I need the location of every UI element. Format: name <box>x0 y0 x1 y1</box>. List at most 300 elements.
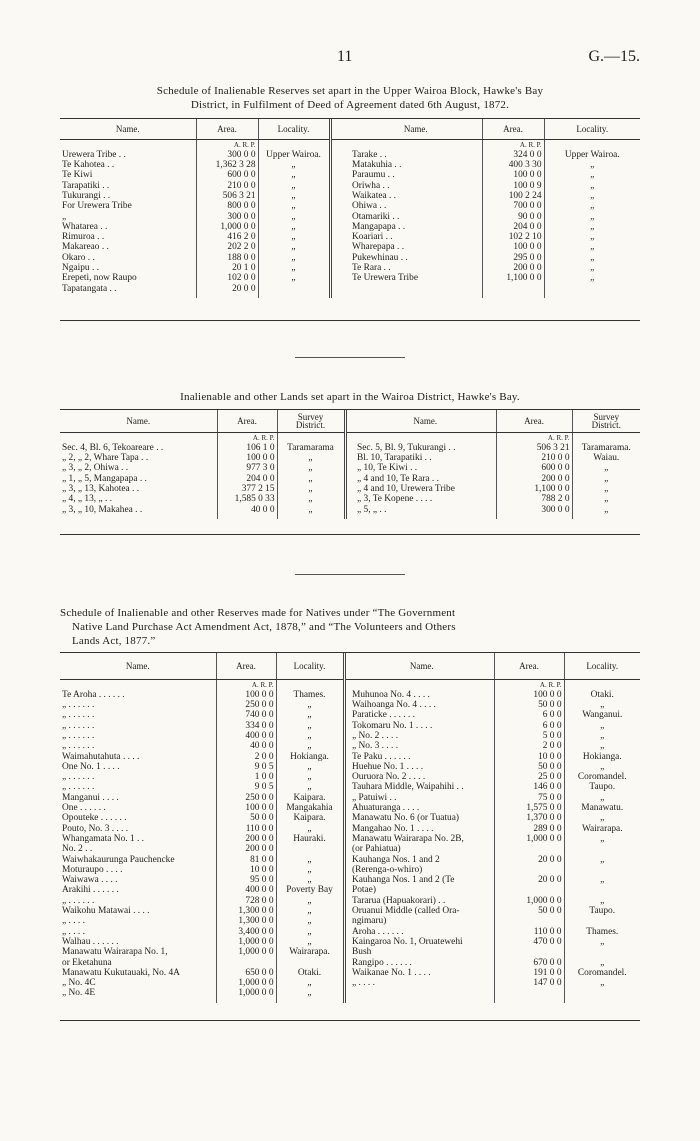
row-name: „ No. 2 . . . . <box>352 730 399 741</box>
row-area: 110 0 0 <box>216 824 276 834</box>
row-loc: „ <box>544 222 640 232</box>
row-loc: Wairarapa. <box>564 824 640 834</box>
table-row <box>60 232 640 242</box>
row-area: 2 0 0 <box>494 741 564 751</box>
row-loc: „ <box>564 875 640 885</box>
section1-table-body <box>60 139 640 298</box>
row-loc: „ <box>276 865 344 875</box>
section3-title-line1: Schedule of Inalienable and other Reserves made for Natives under “The Government <box>60 607 456 619</box>
units-label: A. R. P. <box>216 679 276 690</box>
spacer-row <box>60 294 640 298</box>
row-name: „ . . . . . . <box>62 700 95 711</box>
row-gap <box>330 150 350 160</box>
row-name: Te Urewera Tribe <box>352 273 418 284</box>
row-loc: „ <box>276 721 344 731</box>
row-area: 1,000 0 0 <box>216 947 276 957</box>
row-name: Koariari . . <box>352 232 393 243</box>
row-loc: „ <box>564 834 640 844</box>
row-loc: Coromandel. <box>564 968 640 978</box>
section2-table <box>60 410 640 519</box>
spacer-cell <box>350 999 494 1003</box>
row-loc: „ <box>258 263 330 273</box>
row-loc: „ <box>258 232 330 242</box>
row-area: 100 0 0 <box>217 453 277 463</box>
table-row <box>60 505 640 515</box>
table-row <box>60 752 640 762</box>
row-name: (or Pahiatua) <box>352 844 401 855</box>
units-label: A. R. P. <box>496 432 572 443</box>
row-area: 800 0 0 <box>196 201 258 211</box>
col-gap <box>330 119 350 139</box>
row-loc: Thames. <box>276 690 344 700</box>
row-area <box>494 947 564 957</box>
row-loc: „ <box>258 170 330 180</box>
row-name: No. 2 . . <box>62 844 93 855</box>
row-area: 100 2 24 <box>482 191 544 201</box>
units-spacer <box>345 432 355 443</box>
row-gap <box>330 263 350 273</box>
row-name: Aroha . . . . . . <box>352 926 404 937</box>
col-name: Name. <box>350 653 494 679</box>
row-name: Manawatu Wairarapa No. 1, <box>62 947 168 958</box>
row-name: Potae) <box>352 885 376 896</box>
col-locality: Locality. <box>258 119 330 139</box>
col-area: Area. <box>494 653 564 679</box>
row-area: 324 0 0 <box>482 150 544 160</box>
row-area: 106 1 0 <box>217 443 277 453</box>
page-number: 11 <box>337 48 353 65</box>
row-loc: „ <box>276 824 344 834</box>
row-area <box>482 284 544 294</box>
units-spacer <box>330 139 350 150</box>
section1-table <box>60 119 640 298</box>
row-area: 1,100 0 0 <box>496 484 572 494</box>
row-loc: Coromandel. <box>564 772 640 782</box>
table-row <box>60 782 640 792</box>
row-loc: „ <box>544 181 640 191</box>
row-name: Manawatu Wairarapa No. 2B, <box>352 833 464 844</box>
row-dist: „ <box>277 474 345 484</box>
section3-table-body <box>60 679 640 1003</box>
row-area: 50 0 0 <box>494 762 564 772</box>
section2-title-text: Inalienable and other Lands set apart in the Wairoa District, Hawke's Bay. <box>180 391 520 403</box>
section2-bottom-rule <box>60 534 640 535</box>
row-area: 1,585 0 33 <box>217 494 277 504</box>
row-name: Tokomaru No. 1 . . . . <box>352 720 433 731</box>
row-area: 400 0 0 <box>216 731 276 741</box>
row-area: 100 0 0 <box>216 690 276 700</box>
row-loc: „ <box>276 896 344 906</box>
row-gap <box>330 222 350 232</box>
district-label: District. <box>591 419 621 430</box>
units-spacer <box>350 139 482 150</box>
survey-label: Survey <box>297 411 324 422</box>
row-area: 1,362 3 28 <box>196 160 258 170</box>
row-name: Waihoanga No. 4 . . . . <box>352 700 436 711</box>
row-area: 10 0 0 <box>494 752 564 762</box>
units-label: A. R. P. <box>217 432 277 443</box>
row-area: 191 0 0 <box>494 968 564 978</box>
table-row <box>60 494 640 504</box>
row-name: „ 10, Te Kiwi . . <box>357 463 418 474</box>
row-name: Rangipo . . . . . . <box>352 957 412 968</box>
row-dist: „ <box>277 484 345 494</box>
row-name: Moturaupo . . . . <box>62 864 123 875</box>
col-area: Area. <box>496 410 572 432</box>
row-gap <box>345 505 355 515</box>
row-name: Makareao . . <box>62 242 109 253</box>
row-loc: „ <box>258 181 330 191</box>
row-dist: Waiau. <box>572 453 640 463</box>
row-name: Kaingaroa No. 1, Oruatewehi <box>352 936 463 947</box>
row-name: Waiwawa . . . . <box>62 875 118 886</box>
row-loc: „ <box>544 201 640 211</box>
row-area: 600 0 0 <box>196 170 258 180</box>
units-spacer <box>276 679 344 690</box>
table-row <box>60 875 640 885</box>
row-loc: „ <box>564 793 640 803</box>
district-label: District. <box>295 419 326 430</box>
row-area: 740 0 0 <box>216 710 276 720</box>
row-name: Muhunoa No. 4 . . . . <box>352 689 430 700</box>
spacer-cell <box>350 294 482 298</box>
row-name: (Rerenga-o-whiro) <box>352 864 423 875</box>
table-row <box>60 181 640 191</box>
row-loc: „ <box>544 253 640 263</box>
row-area <box>494 885 564 895</box>
row-area: 50 0 0 <box>494 906 564 916</box>
row-name: Walhau . . . . . . <box>62 936 119 947</box>
col-area: Area. <box>196 119 258 139</box>
units-spacer <box>60 139 196 150</box>
row-area <box>216 958 276 968</box>
row-loc: „ <box>564 700 640 710</box>
row-name: Bl. 10, Tarapatiki . . <box>357 453 432 464</box>
table-row <box>60 906 640 916</box>
row-area: 1,100 0 0 <box>482 273 544 283</box>
row-name: „ 4 and 10, Te Rara . . <box>357 473 439 484</box>
col-name: Name. <box>60 119 196 139</box>
row-name: Te Kiwi <box>62 170 93 181</box>
row-area: 110 0 0 <box>494 927 564 937</box>
table-row <box>60 253 640 263</box>
row-name: „ 3, „ 13, Kahotea . . <box>62 483 140 494</box>
row-area: 20 1 0 <box>196 263 258 273</box>
table-row <box>60 710 640 720</box>
col-area: Area. <box>217 410 277 432</box>
row-area: 3,400 0 0 <box>216 927 276 937</box>
section2-table-body <box>60 432 640 519</box>
units-row <box>60 139 640 150</box>
row-name: Kauhanga Nos. 1 and 2 (Te <box>352 875 455 886</box>
row-dist: „ <box>572 505 640 515</box>
spacer-cell <box>355 515 496 519</box>
table-row <box>60 242 640 252</box>
row-loc: „ <box>544 232 640 242</box>
col-name: Name. <box>355 410 496 432</box>
row-gap <box>330 160 350 170</box>
row-area: 977 3 0 <box>217 463 277 473</box>
spacer-cell <box>330 294 350 298</box>
row-area: 1,000 0 0 <box>494 896 564 906</box>
row-area: 670 0 0 <box>494 958 564 968</box>
row-area: 9 0 5 <box>216 782 276 792</box>
row-loc: „ <box>564 937 640 947</box>
row-loc <box>276 844 344 854</box>
row-name: „ 5, „ . . <box>357 504 387 515</box>
section3-table-header <box>60 653 640 679</box>
row-loc: „ <box>544 273 640 283</box>
row-name: Waimahutahuta . . . . <box>62 751 140 762</box>
row-area: 188 0 0 <box>196 253 258 263</box>
row-name: „ . . . . <box>62 926 85 937</box>
table-row <box>60 700 640 710</box>
table-row <box>60 865 640 875</box>
row-area: 1 0 0 <box>216 772 276 782</box>
row-area: 20 0 0 <box>494 855 564 865</box>
table-row <box>60 937 640 947</box>
row-area: 90 0 0 <box>482 212 544 222</box>
spacer-cell <box>196 294 258 298</box>
row-area: 100 0 0 <box>482 170 544 180</box>
section3-title-line2: Native Land Purchase Act Amendment Act, 1878,” and “The Volunteers and Others <box>72 621 456 633</box>
table-row <box>60 150 640 160</box>
spacer-cell <box>494 999 564 1003</box>
row-name: Urewera Tribe . . <box>62 149 126 160</box>
row-name: Waikanae No. 1 . . . . <box>352 967 431 978</box>
row-name: Wharepapa . . <box>352 242 405 253</box>
row-loc: Upper Wairoa. <box>544 150 640 160</box>
row-name: „ No. 4C <box>62 978 96 989</box>
row-gap <box>345 443 355 453</box>
col-locality: Locality. <box>564 653 640 679</box>
row-loc: „ <box>564 731 640 741</box>
row-name: One No. 1 . . . . <box>62 761 120 772</box>
spacer-cell <box>258 294 330 298</box>
row-loc: „ <box>276 782 344 792</box>
row-area: 146 0 0 <box>494 782 564 792</box>
row-area: 300 0 0 <box>196 150 258 160</box>
row-loc: „ <box>258 160 330 170</box>
row-name: Sec. 4, Bl. 6, Tekoareare . . <box>62 442 164 453</box>
row-loc: „ <box>258 253 330 263</box>
row-name: Waiwhakaurunga Pauchencke <box>62 854 175 865</box>
row-area: 200 0 0 <box>496 474 572 484</box>
spacer-cell <box>277 515 345 519</box>
row-area: 202 2 0 <box>196 242 258 252</box>
row-name: „ . . . . . . <box>62 895 95 906</box>
col-area: Area. <box>482 119 544 139</box>
spacer-cell <box>496 515 572 519</box>
row-name: For Urewera Tribe <box>62 201 132 212</box>
row-loc: Taupo. <box>564 906 640 916</box>
row-name: Mangahao No. 1 . . . . <box>352 823 434 834</box>
section3-table <box>60 653 640 1003</box>
table-row <box>60 484 640 494</box>
row-name: Mangapapa . . <box>352 221 406 232</box>
row-loc: „ <box>564 978 640 988</box>
row-name: „ Patuiwi . . <box>352 792 397 803</box>
units-row <box>60 432 640 443</box>
row-loc: Hokianga. <box>564 752 640 762</box>
table-row <box>60 855 640 865</box>
units-spacer <box>564 679 640 690</box>
row-name: Arakihi . . . . . . <box>62 885 119 896</box>
row-area: 100 0 0 <box>216 803 276 813</box>
row-area: 1,370 0 0 <box>494 813 564 823</box>
row-gap <box>345 484 355 494</box>
row-name: Ohiwa . . <box>352 201 387 212</box>
row-area: 250 0 0 <box>216 700 276 710</box>
row-area: 200 0 0 <box>216 834 276 844</box>
row-gap <box>345 474 355 484</box>
row-area: 95 0 0 <box>216 875 276 885</box>
table-row <box>60 947 640 957</box>
table-row <box>60 762 640 772</box>
units-spacer <box>572 432 640 443</box>
row-name: Opouteke . . . . . . <box>62 813 127 824</box>
row-area: 250 0 0 <box>216 793 276 803</box>
spacer-cell <box>60 294 196 298</box>
row-loc: Hauraki. <box>276 834 344 844</box>
row-name: „ . . . . . . <box>62 720 95 731</box>
table-row <box>60 803 640 813</box>
row-area: 400 0 0 <box>216 885 276 895</box>
row-loc <box>276 958 344 968</box>
row-name: Okaro . . <box>62 252 95 263</box>
spacer-row <box>60 515 640 519</box>
table-row <box>60 690 640 700</box>
section1-title <box>60 84 640 112</box>
row-loc: „ <box>276 741 344 751</box>
spacer-cell <box>216 999 276 1003</box>
row-loc: Poverty Bay <box>276 885 344 895</box>
row-dist: „ <box>277 463 345 473</box>
row-area: 728 0 0 <box>216 896 276 906</box>
row-name: Te Paku . . . . . . <box>352 751 411 762</box>
row-area: 100 0 9 <box>482 181 544 191</box>
row-dist: „ <box>572 474 640 484</box>
row-area: 50 0 0 <box>216 813 276 823</box>
row-loc: Upper Wairoa. <box>258 150 330 160</box>
units-spacer <box>277 432 345 443</box>
units-spacer <box>355 432 496 443</box>
row-name: Te Aroha . . . . . . <box>62 689 125 700</box>
row-loc: Wairarapa. <box>276 947 344 957</box>
units-spacer <box>258 139 330 150</box>
row-dist: „ <box>277 453 345 463</box>
row-area: 377 2 15 <box>217 484 277 494</box>
table-row <box>60 844 640 854</box>
row-area: 50 0 0 <box>494 700 564 710</box>
table-row <box>60 474 640 484</box>
row-loc: Manawatu. <box>564 803 640 813</box>
row-name: Whangamata No. 1 . . <box>62 833 145 844</box>
table-row <box>60 222 640 232</box>
row-loc: „ <box>276 700 344 710</box>
row-area: 9 0 5 <box>216 762 276 772</box>
row-name: Paraumu . . <box>352 170 395 181</box>
row-area: 334 0 0 <box>216 721 276 731</box>
spacer-cell <box>60 515 217 519</box>
row-name: Tukurangi . . <box>62 190 111 201</box>
row-loc: Mangakahia <box>276 803 344 813</box>
row-loc: „ <box>544 242 640 252</box>
spacer-cell <box>60 999 216 1003</box>
row-loc: „ <box>276 978 344 988</box>
row-loc <box>564 865 640 875</box>
row-name: Whatarea . . <box>62 221 108 232</box>
table-row <box>60 453 640 463</box>
row-loc: „ <box>276 772 344 782</box>
row-area <box>494 865 564 875</box>
row-loc <box>564 947 640 957</box>
row-loc: „ <box>564 741 640 751</box>
table-row <box>60 896 640 906</box>
row-area: 100 0 0 <box>494 690 564 700</box>
row-loc <box>564 844 640 854</box>
row-area: 20 0 0 <box>196 284 258 294</box>
row-dist: „ <box>277 505 345 515</box>
table-row <box>60 813 640 823</box>
table-row <box>60 968 640 978</box>
row-area: 147 0 0 <box>494 978 564 988</box>
col-locality: Locality. <box>276 653 344 679</box>
row-name: Oriwha . . <box>352 180 390 191</box>
row-gap <box>330 253 350 263</box>
spacer-cell <box>572 515 640 519</box>
row-area: 200 0 0 <box>482 263 544 273</box>
units-spacer <box>350 679 494 690</box>
row-area: 600 0 0 <box>496 463 572 473</box>
table-row <box>60 916 640 926</box>
row-area: 25 0 0 <box>494 772 564 782</box>
row-name: Pouto, No. 3 . . . . <box>62 823 129 834</box>
row-loc <box>564 885 640 895</box>
row-gap <box>345 494 355 504</box>
spacer-cell <box>345 515 355 519</box>
row-area: 20 0 0 <box>494 875 564 885</box>
row-area: 40 0 0 <box>216 741 276 751</box>
row-area: 6 0 0 <box>494 710 564 720</box>
row-area: 400 3 30 <box>482 160 544 170</box>
table-row <box>60 263 640 273</box>
row-loc: „ <box>258 212 330 222</box>
row-loc: „ <box>258 273 330 283</box>
row-loc: Hokianga. <box>276 752 344 762</box>
row-area: 102 0 0 <box>196 273 258 283</box>
row-area: 1,000 0 0 <box>216 937 276 947</box>
row-name: „ . . . . <box>352 978 375 989</box>
table-row <box>60 978 640 988</box>
row-loc: „ <box>544 160 640 170</box>
row-dist: Taramarama. <box>572 443 640 453</box>
spacer-cell <box>564 999 640 1003</box>
table-row <box>60 741 640 751</box>
row-name: „ No. 3 . . . . <box>352 741 399 752</box>
row-area: 5 0 0 <box>494 731 564 741</box>
row-loc: „ <box>544 212 640 222</box>
row-loc: „ <box>258 201 330 211</box>
row-area: 10 0 0 <box>216 865 276 875</box>
row-name: Pukewhinau . . <box>352 252 408 263</box>
row-loc: „ <box>276 906 344 916</box>
row-loc: „ <box>544 263 640 273</box>
section3-title-line3: Lands Act, 1877.” <box>72 635 156 647</box>
table-row <box>60 191 640 201</box>
table-row <box>60 824 640 834</box>
separator-rule <box>295 357 405 358</box>
